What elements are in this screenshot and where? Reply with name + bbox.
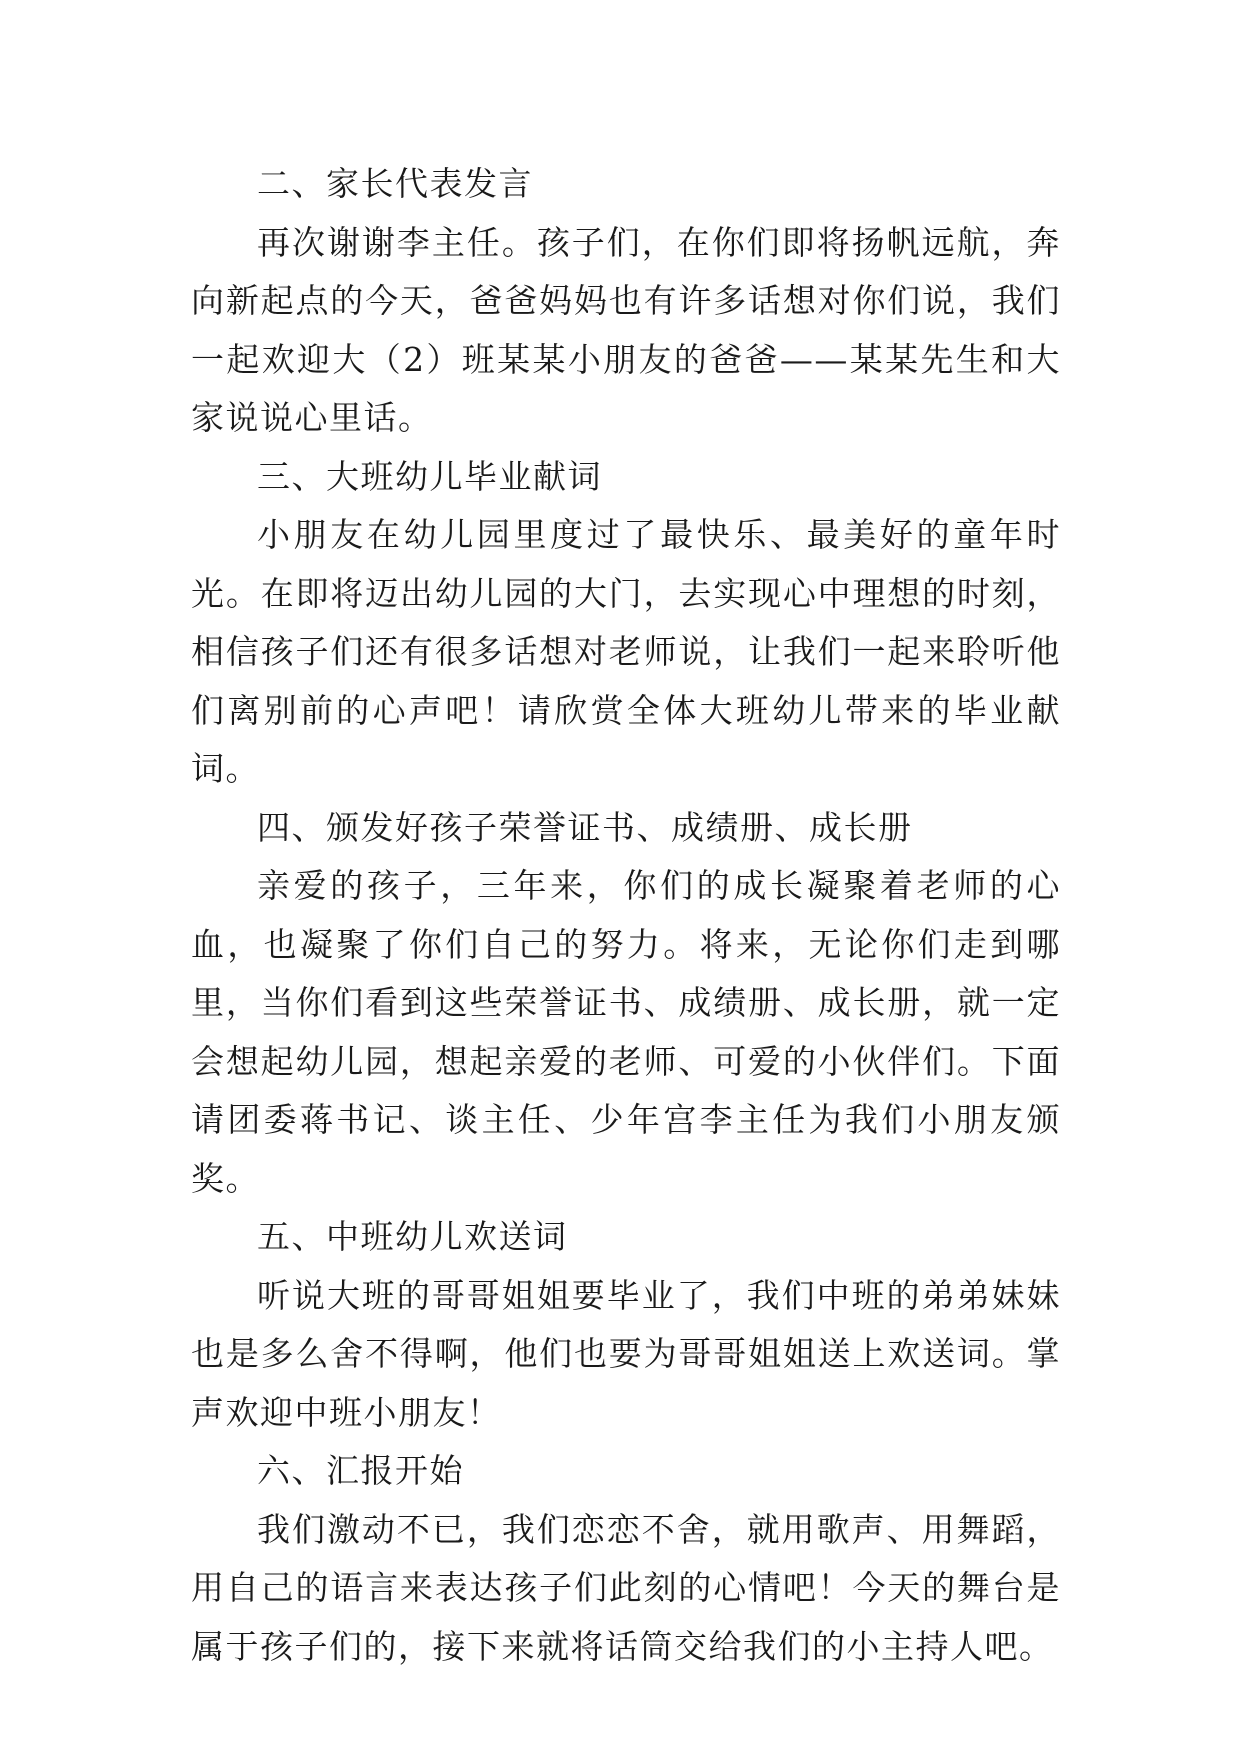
- section-paragraph-graduation-dedication: 小朋友在幼儿园里度过了最快乐、最美好的童年时光。在即将迈出幼儿园的大门，去实现心中理想的时刻，相信孩子们还有很多话想对老师说，让我们一起来聆听他们离别前的心声吧！请欣赏全体大班幼儿带来的毕业献词。: [191, 515, 1061, 788]
- section-paragraph-parent-speech: 再次谢谢李主任。孩子们，在你们即将扬帆远航，奔向新起点的今天，爸爸妈妈也有许多话想对你们说，我们一起欢迎大（2）班某某小朋友的爸爸——某某先生和大家说说心里话。: [191, 222, 1061, 437]
- section-paragraph-award-certificates: 亲爱的孩子，三年来，你们的成长凝聚着老师的心血，也凝聚了你们自己的努力。将来，无论你们走到哪里，当你们看到这些荣誉证书、成绩册、成长册，就一定会想起幼儿园，想起亲爱的老师、可爱的小伙伴们。下面请团委蒋书记、谈主任、少年宫李主任为我们小朋友颁奖。: [191, 866, 1061, 1198]
- section-heading-award-certificates: 四、颁发好孩子荣誉证书、成绩册、成长册: [257, 807, 913, 847]
- section-heading-parent-speech: 二、家长代表发言: [257, 164, 533, 203]
- document-body: [191, 155, 1061, 1676]
- section-heading-farewell-words: 五、中班幼儿欢送词: [257, 1217, 568, 1256]
- section-paragraph-performance-start: 我们激动不已，我们恋恋不舍，就用歌声、用舞蹈，用自己的语言来表达孩子们此刻的心情吧！今天的舞台是属于孩子们的，接下来就将话筒交给我们的小主持人吧。: [191, 1509, 1061, 1666]
- section-heading-performance-start: 六、汇报开始: [257, 1451, 464, 1490]
- section-heading-graduation-dedication: 三、大班幼儿毕业献词: [257, 456, 602, 496]
- section-paragraph-farewell-words: 听说大班的哥哥姐姐要毕业了，我们中班的弟弟妹妹也是多么舍不得啊，他们也要为哥哥姐姐送上欢送词。掌声欢迎中班小朋友！: [191, 1275, 1061, 1432]
